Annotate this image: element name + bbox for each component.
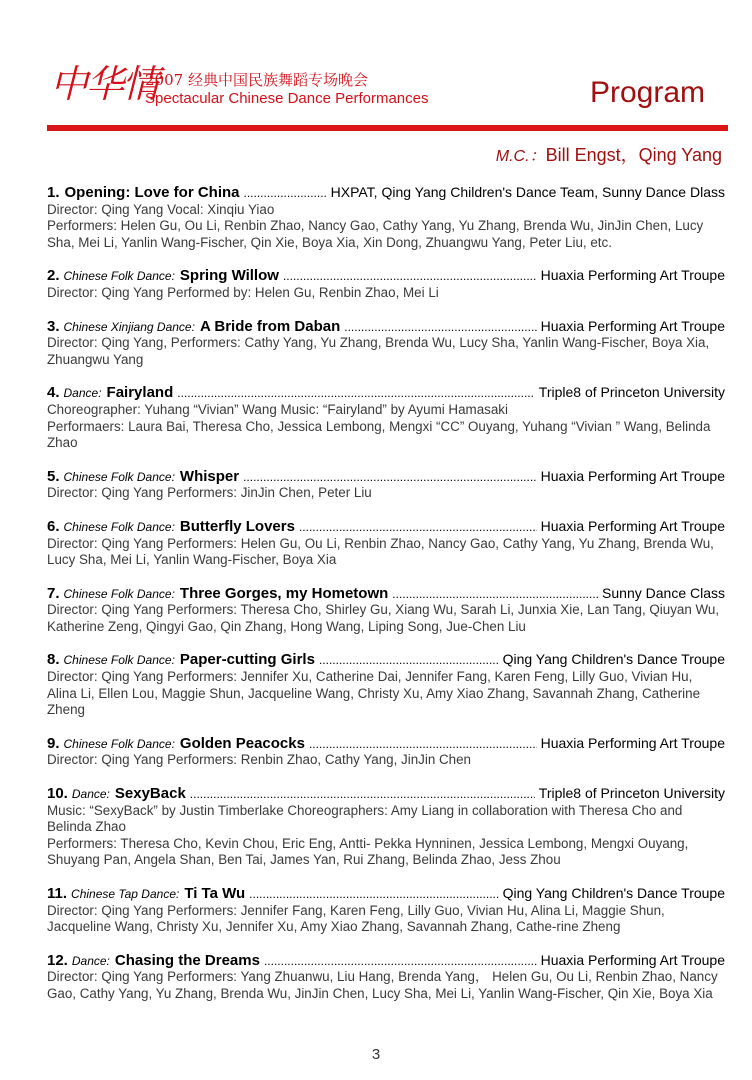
item-detail: Music: “SexyBack” by Justin Timberlake Choreographers: Amy Liang in collaboration with Theresa Cho and Belinda Zhao: [47, 802, 683, 835]
item-detail: Director: Qing Yang Performers: Helen Gu, Ou Li, Renbin Zhao, Nancy Gao, Cathy Yang, Yu Zhang, Brenda Wu, Lucy Sha, Mei Li, Yanlin Wang-Fischer, Boya Xia: [47, 535, 714, 568]
program-item: [47, 585, 725, 636]
item-number: 10.: [47, 785, 68, 803]
item-genre: Chinese Folk Dance:: [63, 653, 175, 668]
item-title: Three Gorges, my Hometown: [179, 584, 389, 602]
dot-leader: [309, 736, 537, 753]
item-title: Fairyland: [106, 384, 174, 402]
program-item-heading: [47, 318, 725, 336]
item-genre: Dance:: [71, 953, 110, 968]
program-item: [47, 468, 725, 502]
page-title: Program: [590, 76, 706, 109]
item-genre: Chinese Folk Dance:: [63, 736, 175, 751]
item-detail: Choreographer: Yuhang “Vivian” Wang Music: “Fairyland” by Ayumi Hamasaki: [47, 401, 508, 417]
item-detail: Performers: Theresa Cho, Kevin Chou, Eric Eng, Antti- Pekka Hynninen, Jessica Lembong, Mengxi Ouyang, Shuyang Pan, Angela Shan, Ben Tai, James Yan, Rui Zhang, Belinda Zhao, Jess Zhou: [47, 835, 689, 868]
dot-leader: [177, 385, 535, 402]
program-item-heading: [47, 885, 725, 903]
program-item-heading: [47, 585, 725, 603]
item-title: Whisper: [179, 467, 240, 485]
mc-label: M.C.：: [495, 148, 546, 165]
program-item: [47, 267, 725, 301]
program-item-heading: [47, 785, 725, 803]
program-item: [47, 952, 725, 1003]
program-item: [47, 384, 725, 451]
item-number: 1.: [47, 184, 60, 201]
program-item-heading: [47, 384, 725, 402]
item-genre: Chinese Folk Dance:: [63, 586, 175, 601]
item-number: 12.: [47, 951, 68, 969]
dot-leader: [344, 319, 536, 336]
item-genre: Chinese Xinjiang Dance:: [63, 319, 195, 334]
item-number: 8.: [47, 651, 60, 669]
item-troupe: Qing Yang Children's Dance Troupe: [502, 885, 725, 901]
item-number: 9.: [47, 734, 60, 752]
item-detail: Director: Qing Yang Performed by: Helen Gu, Renbin Zhao, Mei Li: [47, 284, 439, 300]
item-troupe: Sunny Dance Class: [602, 584, 725, 601]
dot-leader: [299, 519, 537, 536]
mc-names: Bill Engst，Qing Yang: [545, 145, 722, 165]
program-item-heading: [47, 735, 725, 753]
item-detail: Director: Qing Yang Performers: Jennifer Xu, Catherine Dai, Jennifer Fang, Karen Feng, Lilly Guo, Vivian Hu, Alina Li, Ellen Lou, Maggie Shun, Jacqueline Wang, Christy Xu, Amy Xiao Zhang, Savannah Zhang, Catherine Zheng: [47, 669, 701, 718]
item-troupe: Huaxia Performing Art Troupe: [540, 467, 725, 484]
item-number: 4.: [47, 384, 60, 402]
dot-leader: [249, 886, 498, 903]
item-title: Chasing the Dreams: [114, 951, 260, 969]
mc-line: [496, 144, 722, 168]
dot-leader: [190, 786, 535, 803]
item-detail: Director: Qing Yang, Performers: Cathy Yang, Yu Zhang, Brenda Wu, Lucy Sha, Yanlin Wang-Fischer, Boya Xia, Zhuangwu Yang: [47, 335, 710, 367]
header-divider: [47, 125, 728, 131]
item-troupe: Huaxia Performing Art Troupe: [540, 267, 725, 284]
item-genre: Chinese Folk Dance:: [63, 469, 175, 484]
item-title: Opening: Love for China: [64, 184, 240, 201]
program-list: [47, 184, 725, 1019]
item-troupe: Huaxia Performing Art Troupe: [540, 951, 725, 968]
item-detail: Director: Qing Yang Performers: JinJin Chen, Peter Liu: [47, 485, 372, 501]
item-number: 6.: [47, 517, 60, 535]
item-number: 5.: [47, 467, 60, 485]
program-item: [47, 885, 725, 936]
program-item-heading: [47, 518, 725, 536]
item-detail: Director: Qing Yang Performers: Renbin Zhao, Cathy Yang, JinJin Chen: [47, 752, 472, 768]
program-item: [47, 318, 725, 369]
item-number: 7.: [47, 584, 60, 602]
dot-leader: [244, 185, 327, 202]
item-title: A Bride from Daban: [199, 317, 341, 335]
item-title: Butterfly Lovers: [179, 517, 295, 535]
dot-leader: [283, 268, 537, 285]
item-genre: Dance:: [63, 386, 102, 401]
dot-leader: [319, 652, 499, 669]
item-detail: Performers: Helen Gu, Ou Li, Renbin Zhao, Nancy Gao, Cathy Yang, Yu Zhang, Brenda Wu, JinJin Chen, Lucy Sha, Mei Li, Yanlin Wang-Fischer, Qin Xie, Boya Xia, Xin Dong, Zhuangwu Yang, Peter Liu, etc.: [47, 218, 704, 250]
program-item-heading: [47, 651, 725, 669]
program-item-heading: [47, 468, 725, 486]
program-item-heading: [47, 184, 725, 202]
item-number: 11.: [47, 885, 68, 902]
program-item-heading: [47, 952, 725, 970]
page-number: 3: [371, 1046, 381, 1063]
program-item: [47, 184, 725, 251]
dot-leader: [264, 953, 537, 970]
dot-leader: [243, 469, 536, 486]
item-title: Golden Peacocks: [179, 734, 305, 752]
item-number: 2.: [47, 267, 60, 285]
item-title: Paper-cutting Girls: [179, 651, 315, 669]
item-detail: Director: Qing Yang Performers: Theresa Cho, Shirley Gu, Xiang Wu, Sarah Li, Junxia Xie, Lan Tang, Qiuyan Wu, Katherine Zeng, Qingyi Gao, Qin Zhang, Hong Wang, Liping Song, Jue-Chen Liu: [47, 602, 720, 634]
item-troupe: Huaxia Performing Art Troupe: [540, 317, 725, 334]
item-troupe: Qing Yang Children's Dance Troupe: [502, 651, 725, 668]
program-item: [47, 651, 725, 718]
item-genre: Chinese Tap Dance:: [71, 887, 180, 901]
subtitle-chinese: 2007 经典中国民族舞蹈专场晚会: [145, 71, 368, 89]
item-genre: Chinese Folk Dance:: [63, 269, 175, 284]
calligraphy-logo: 中华情: [50, 62, 159, 106]
item-genre: Dance:: [71, 787, 110, 802]
item-title: SexyBack: [114, 785, 186, 803]
item-title: Spring Willow: [179, 267, 279, 285]
item-troupe: Triple8 of Princeton University: [538, 785, 725, 802]
item-troupe: Huaxia Performing Art Troupe: [540, 517, 725, 534]
item-troupe: HXPAT, Qing Yang Children's Dance Team, Sunny Dance Dlass: [330, 184, 725, 200]
item-troupe: Triple8 of Princeton University: [538, 384, 725, 401]
item-detail: Performaers: Laura Bai, Theresa Cho, Jessica Lembong, Mengxi “CC” Ouyang, Yuhang “Vivian ” Wang, Belinda Zhao: [47, 418, 711, 451]
item-detail: Director: Qing Yang Performers: Jennifer Fang, Karen Feng, Lilly Guo, Vivian Hu, Alina Li, Maggie Shun, Jacqueline Wang, Christy Xu, Jennifer Xu, Amy Xiao Zhang, Savannah Zhang, Cathe-rine Zheng: [47, 902, 665, 935]
item-detail: Director: Qing Yang Vocal: Xinqiu Yiao: [47, 201, 275, 217]
dot-leader: [392, 586, 598, 603]
subtitle-english: Spectacular Chinese Dance Performances: [145, 90, 429, 107]
item-detail: Director: Qing Yang Performers: Yang Zhuanwu, Liu Hang, Brenda Yang， Helen Gu, Ou Li, Renbin Zhao, Nancy Gao, Cathy Yang, Yu Zhang, Brenda Wu, JinJin Chen, Lucy Sha, Mei Li, Yanlin Wang-Fischer, Qin Xie, Boya Xia: [47, 969, 718, 1001]
program-item: [47, 735, 725, 769]
item-troupe: Huaxia Performing Art Troupe: [540, 734, 725, 751]
item-title: Ti Ta Wu: [184, 885, 246, 902]
program-item-heading: [47, 267, 725, 285]
page-header: [0, 0, 752, 180]
item-number: 3.: [47, 317, 60, 335]
item-genre: Chinese Folk Dance:: [63, 519, 175, 534]
program-item: [47, 785, 725, 869]
program-item: [47, 518, 725, 569]
